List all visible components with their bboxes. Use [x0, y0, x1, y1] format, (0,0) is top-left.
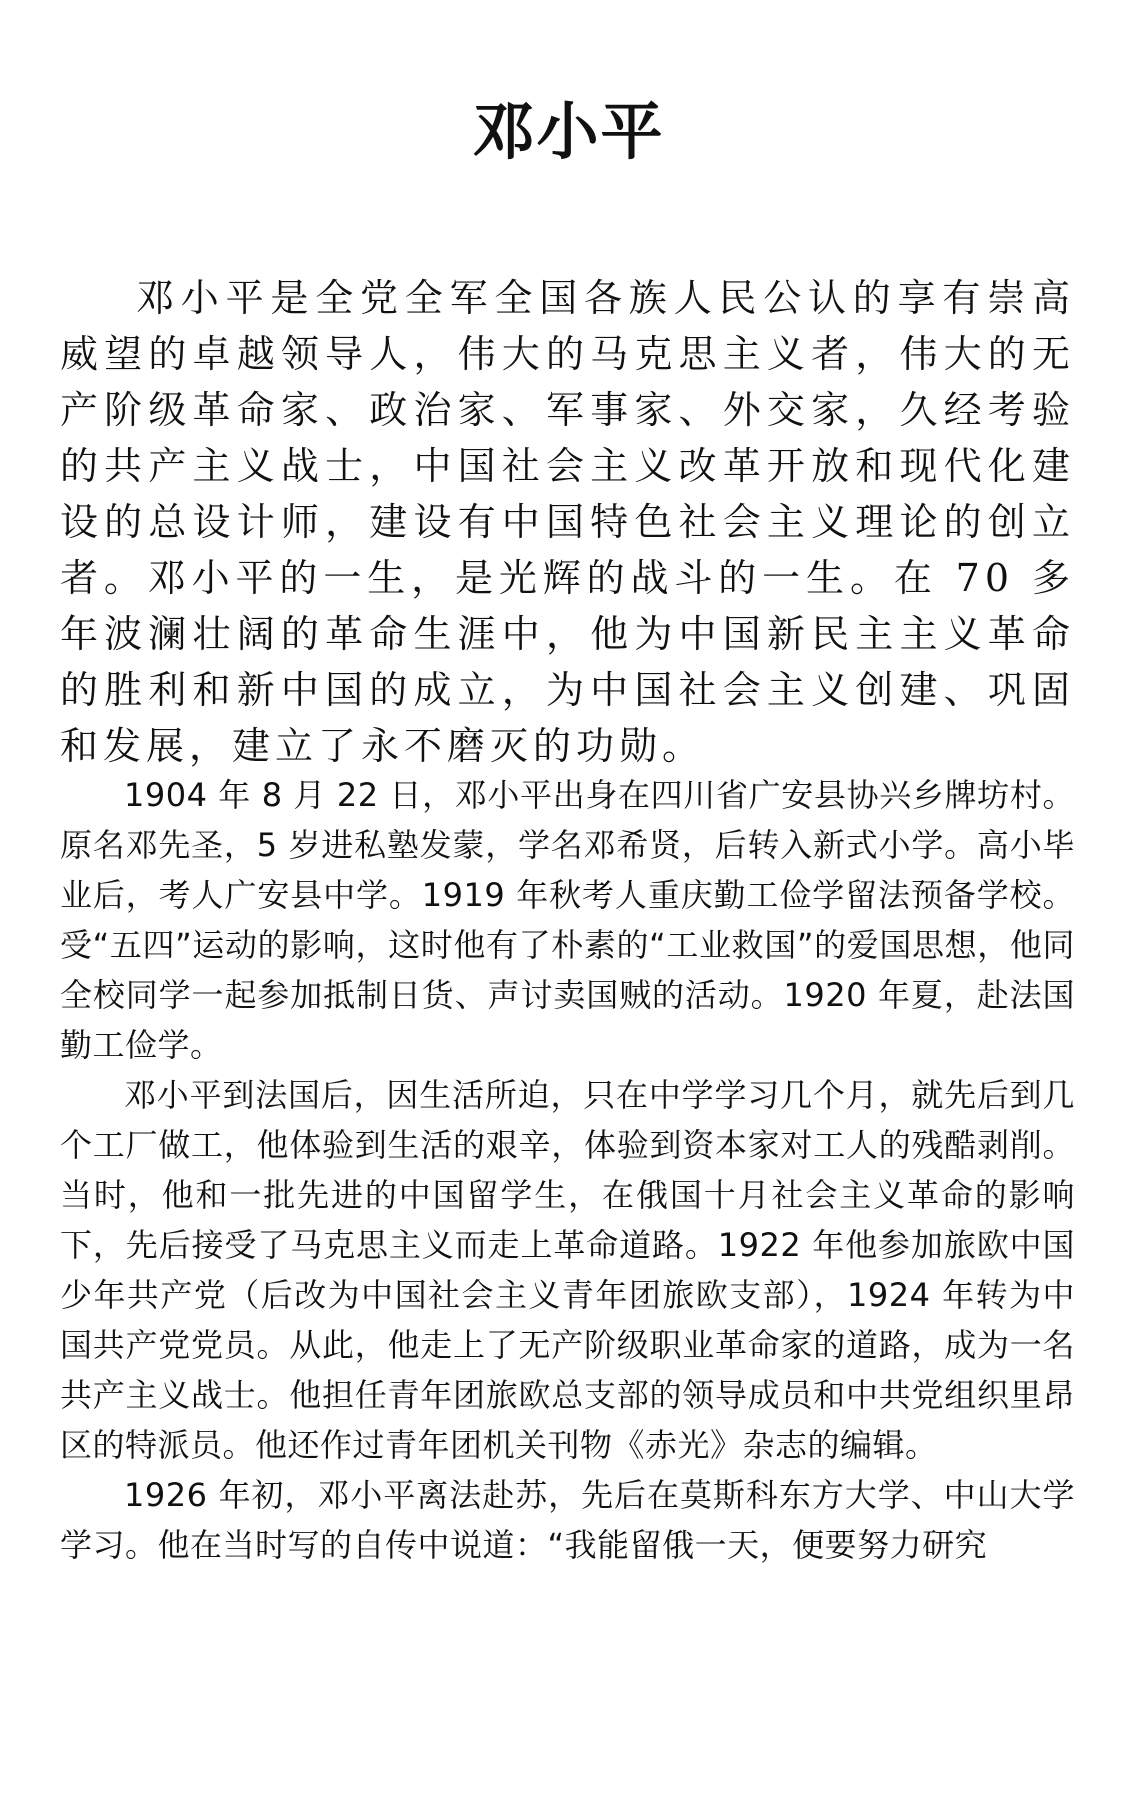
lead-paragraph: 邓小平是全党全军全国各族人民公认的享有崇高威望的卓越领导人，伟大的马克思主义者，伟大的无产阶级革命家、政治家、军事家、外交家，久经考验的共产主义战士，中国社会主义改革开放和现代化建设的总设计师，建设有中国特色社会主义理论的创立者。邓小平的一生，是光辉的战斗的一生。在 70 多年波澜壮阔的革命生涯中，他为中国新民主主义革命的胜利和新中国的成立，为中国社会主义创建、巩固和发展，建立了永不磨灭的功勋。: [60, 276, 1075, 768]
page-title: 邓小平: [472, 95, 665, 168]
paragraph-france: 邓小平到法国后，因生活所迫，只在中学学习几个月，就先后到几个工厂做工，他体验到生活的艰辛，体验到资本家对工人的残酷剥削。当时，他和一批先进的中国留学生，在俄国十月社会主义革命的影响下，先后接受了马克思主义而走上革命道路。1922 年他参加旅欧中国少年共产党（后改为中国社会主义青年团旅欧支部），1924 年转为中国共产党党员。从此，他走上了无产阶级职业革命家的道路，成为一名共产主义战士。他担任青年团旅欧总支部的领导成员和中共党组织里昂区的特派员。他还作过青年团机关刊物《赤光》杂志的编辑。: [60, 1076, 1075, 1464]
paragraph-soviet: 1926 年初，邓小平离法赴苏，先后在莫斯科东方大学、中山大学学习。他在当时写的自传中说道：“我能留俄一天，便要努力研究: [60, 1476, 1075, 1564]
paragraph-early-life: 1904 年 8 月 22 日，邓小平出身在四川省广安县协兴乡牌坊村。原名邓先圣，5 岁进私塾发蒙，学名邓希贤，后转入新式小学。高小毕业后，考人广安县中学。1919 年秋考人重庆勤工俭学留法预备学校。受“五四”运动的影响，这时他有了朴素的“工业救国”的爱国思想，他同全校同学一起参加抵制日货、声讨卖国贼的活动。1920 年夏，赴法国勤工俭学。: [60, 776, 1075, 1064]
body-text: [60, 770, 1075, 1570]
